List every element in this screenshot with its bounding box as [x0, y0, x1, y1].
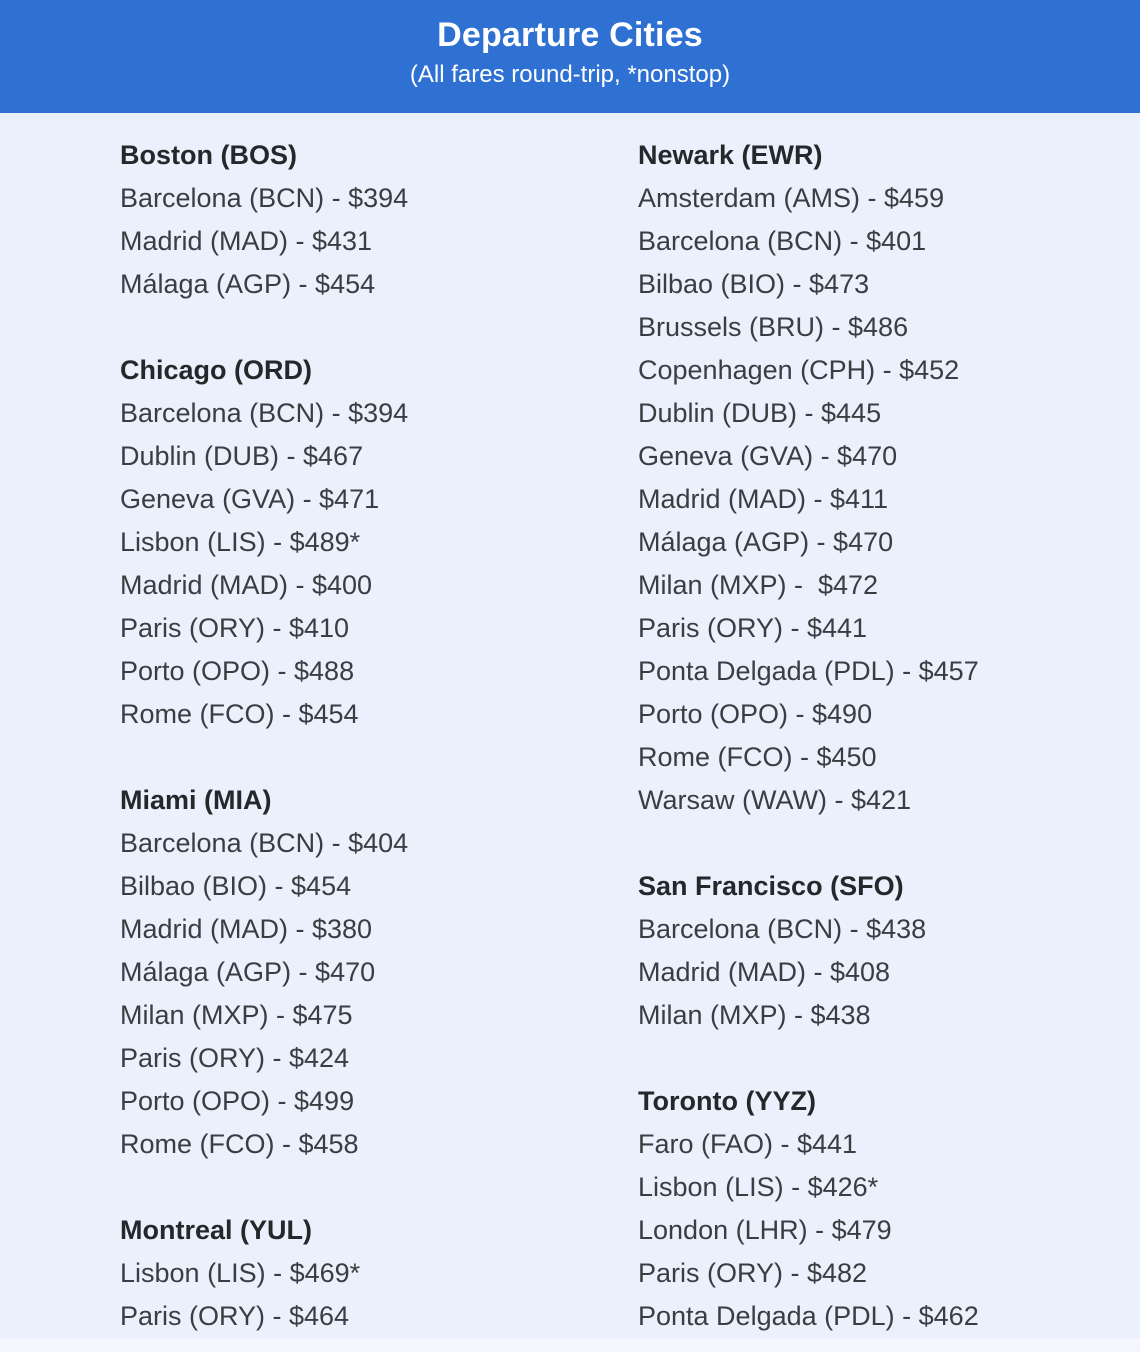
- fare-line: Madrid (MAD) - $408: [638, 957, 891, 987]
- fare-column-right: [638, 134, 1140, 1338]
- departure-city-heading: San Francisco (SFO): [638, 871, 904, 901]
- fare-line: Paris (ORY) - $441: [638, 613, 868, 643]
- fare-section: [120, 1209, 638, 1338]
- fare-line: Milan (MXP) - $438: [638, 1000, 871, 1030]
- fare-line: London (LHR) - $479: [638, 1215, 892, 1245]
- fare-line: Málaga (AGP) - $470: [638, 527, 894, 557]
- fare-line: Lisbon (LIS) - $426*: [638, 1172, 879, 1202]
- fare-line: Lisbon (LIS) - $489*: [120, 527, 361, 557]
- fare-line: Porto (OPO) - $499: [120, 1086, 355, 1116]
- departure-city-heading: Chicago (ORD): [120, 355, 312, 385]
- fare-section: [638, 134, 1140, 822]
- fare-line: Milan (MXP) - $475: [120, 1000, 353, 1030]
- page-subtitle: (All fares round-trip, *nonstop): [409, 61, 731, 88]
- fare-line: Málaga (AGP) - $470: [120, 957, 376, 987]
- fare-column-left: [120, 134, 638, 1338]
- fare-line: Paris (ORY) - $464: [120, 1301, 350, 1331]
- header-banner: [0, 0, 1140, 113]
- fare-line: Barcelona (BCN) - $394: [120, 183, 409, 213]
- fare-line: Dublin (DUB) - $467: [120, 441, 364, 471]
- fare-section: [120, 349, 638, 736]
- fare-line: Amsterdam (AMS) - $459: [638, 183, 945, 213]
- departure-city-heading: Miami (MIA): [120, 785, 272, 815]
- fare-line: Bilbao (BIO) - $454: [120, 871, 352, 901]
- fare-line: Geneva (GVA) - $471: [120, 484, 380, 514]
- fare-line: Barcelona (BCN) - $438: [638, 914, 927, 944]
- fare-line: Barcelona (BCN) - $401: [638, 226, 927, 256]
- fare-line: Rome (FCO) - $454: [120, 699, 359, 729]
- fare-line: Ponta Delgada (PDL) - $462: [638, 1301, 979, 1331]
- fare-line: Porto (OPO) - $488: [120, 656, 355, 686]
- departure-city-heading: Toronto (YYZ): [638, 1086, 816, 1116]
- fares-list: [0, 113, 1140, 1338]
- fare-line: Bilbao (BIO) - $473: [638, 269, 870, 299]
- departure-city-heading: Boston (BOS): [120, 140, 297, 170]
- fare-section: [638, 1080, 1140, 1338]
- fare-line: Paris (ORY) - $482: [638, 1258, 868, 1288]
- fare-line: Warsaw (WAW) - $421: [638, 785, 912, 815]
- fare-line: Paris (ORY) - $424: [120, 1043, 350, 1073]
- departure-city-heading: Montreal (YUL): [120, 1215, 312, 1245]
- fare-section: [120, 134, 638, 306]
- fare-line: Dublin (DUB) - $445: [638, 398, 882, 428]
- fare-line: Rome (FCO) - $458: [120, 1129, 359, 1159]
- fare-line: Madrid (MAD) - $400: [120, 570, 373, 600]
- fare-line: Barcelona (BCN) - $404: [120, 828, 409, 858]
- fare-line: Porto (OPO) - $490: [638, 699, 873, 729]
- fare-line: Lisbon (LIS) - $469*: [120, 1258, 361, 1288]
- fare-line: Madrid (MAD) - $411: [638, 484, 889, 514]
- departure-city-heading: Newark (EWR): [638, 140, 823, 170]
- fare-section: [638, 865, 1140, 1037]
- fare-line: Brussels (BRU) - $486: [638, 312, 909, 342]
- footer-strip: [0, 1338, 1140, 1352]
- page-title: Departure Cities: [437, 16, 703, 54]
- fare-line: Málaga (AGP) - $454: [120, 269, 376, 299]
- fare-line: Ponta Delgada (PDL) - $457: [638, 656, 979, 686]
- fare-line: Rome (FCO) - $450: [638, 742, 877, 772]
- fare-line: Milan (MXP) - $472: [638, 570, 879, 600]
- fare-line: Faro (FAO) - $441: [638, 1129, 858, 1159]
- fare-line: Madrid (MAD) - $431: [120, 226, 373, 256]
- fare-line: Copenhagen (CPH) - $452: [638, 355, 960, 385]
- fare-section: [120, 779, 638, 1166]
- fare-line: Barcelona (BCN) - $394: [120, 398, 409, 428]
- fare-line: Paris (ORY) - $410: [120, 613, 350, 643]
- fare-line: Madrid (MAD) - $380: [120, 914, 373, 944]
- fare-line: Geneva (GVA) - $470: [638, 441, 898, 471]
